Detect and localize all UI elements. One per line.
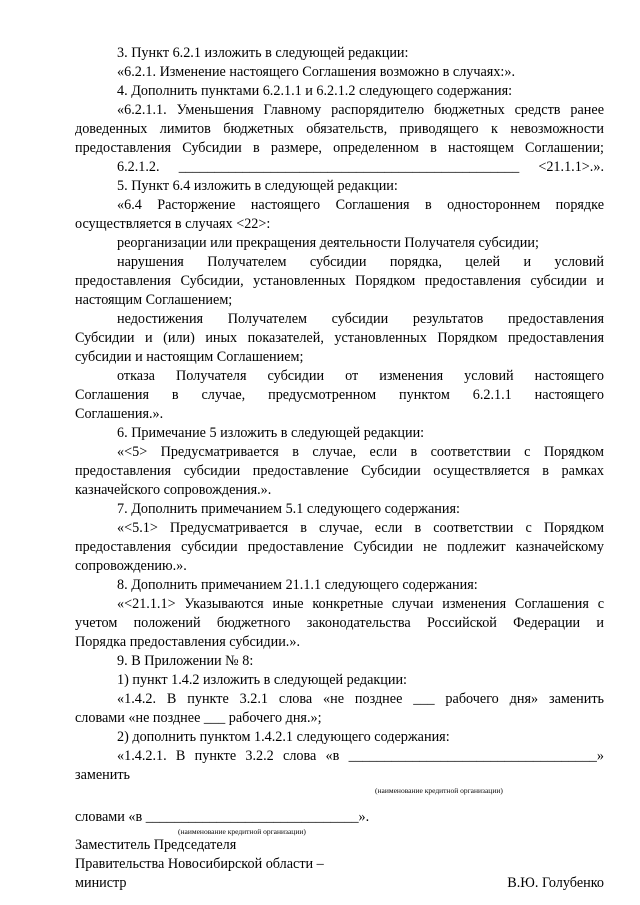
signatory-title-line-1: Заместитель Председателя (75, 837, 237, 853)
paragraph-1: 3. Пункт 6.2.1 изложить в следующей редакции: (117, 45, 409, 61)
paragraph-12: 6. Примечание 5 изложить в следующей редакции: (117, 425, 425, 441)
paragraph-4-line-1: «6.2.1.1. Уменьшения Главному распорядителю бюджетных средств ранее (117, 102, 604, 118)
paragraph-20-line-2: словами «не позднее ___ рабочего дня.»; (75, 710, 322, 726)
paragraph-11-line-2: Соглашения в случае, предусмотренном пунктом 6.2.1.1 настоящего (75, 387, 604, 403)
paragraph-15-line-3: сопровождению.». (75, 558, 187, 574)
paragraph-10-line-2: Субсидии и (или) иных показателей, установленных Порядком предоставления (75, 330, 604, 346)
paragraph-18: 9. В Приложении № 8: (117, 653, 254, 669)
paragraph-22-line-2: заменить (75, 767, 131, 783)
paragraph-17-line-1: «<21.1.1> Указываются иные конкретные случаи изменения Соглашения с (117, 596, 604, 612)
paragraph-14: 7. Дополнить примечанием 5.1 следующего содержания: (117, 501, 460, 517)
paragraph-15-line-1: «<5.1> Предусматривается в случае, если в соответствии с Порядком (117, 520, 604, 536)
paragraph-6: 5. Пункт 6.4 изложить в следующей редакции: (117, 178, 398, 194)
paragraph-9-line-3: настоящим Соглашением; (75, 292, 233, 308)
paragraph-16: 8. Дополнить примечанием 21.1.1 следующего содержания: (117, 577, 478, 593)
paragraph-13-line-2: предоставления субсидии предоставление Субсидии осуществляется в рамках (75, 463, 604, 479)
signatory-name: В.Ю. Голубенко (507, 875, 604, 891)
paragraph-19: 1) пункт 1.4.2 изложить в следующей редакции: (117, 672, 407, 688)
signatory-title-line-2: Правительства Новосибирской области – (75, 856, 324, 872)
paragraph-4-line-3: предоставления Субсидии в размере, определенном в настоящем Соглашении; (75, 140, 604, 156)
paragraph-15-line-2: предоставления субсидии предоставление Субсидии не подлежит казначейскому (75, 539, 604, 555)
paragraph-9-line-1: нарушения Получателем субсидии порядка, целей и условий (117, 254, 604, 270)
paragraph-17-line-2: учетом положений бюджетного законодательства Российской Федерации и (75, 615, 604, 631)
paragraph-7-line-1: «6.4 Расторжение настоящего Соглашения в одностороннем порядке (117, 197, 604, 213)
paragraph-17-line-3: Порядка предоставления субсидии.». (75, 634, 300, 650)
paragraph-22-line-1: «1.4.2.1. В пункте 3.2.2 слова «в ___________________________________» (117, 748, 604, 764)
paragraph-7-line-2: осуществляется в случаях <22>: (75, 216, 271, 232)
paragraph-11-line-1: отказа Получателя субсидии от изменения условий настоящего (117, 368, 604, 384)
paragraph-8: реорганизации или прекращения деятельности Получателя субсидии; (117, 235, 539, 251)
bank-name-caption-2: (наименование кредитной организации) (178, 827, 306, 836)
paragraph-9-line-2: предоставления Субсидии, установленных Порядком предоставления субсидии и (75, 273, 604, 289)
paragraph-5: 6.2.1.2. ________________________________________________ <21.1.1>.». (117, 159, 604, 175)
paragraph-21: 2) дополнить пунктом 1.4.2.1 следующего содержания: (117, 729, 450, 745)
paragraph-4-line-2: доведенных лимитов бюджетных обязательств, приводящего к невозможности (75, 121, 604, 137)
paragraph-3: 4. Дополнить пунктами 6.2.1.1 и 6.2.1.2 следующего содержания: (117, 83, 513, 99)
paragraph-10-line-1: недостижения Получателем субсидии результатов предоставления (117, 311, 604, 327)
bank-name-caption: (наименование кредитной организации) (375, 786, 503, 795)
signatory-title-line-3: министр (75, 875, 127, 891)
paragraph-10-line-3: субсидии и настоящим Соглашением; (75, 349, 304, 365)
paragraph-20-line-1: «1.4.2. В пункте 3.2.1 слова «не позднее ___ рабочего дня» заменить (117, 691, 604, 707)
paragraph-2: «6.2.1. Изменение настоящего Соглашения возможно в случаях:». (117, 64, 515, 80)
paragraph-13-line-3: казначейского сопровождения.». (75, 482, 272, 498)
paragraph-11-line-3: Соглашения.». (75, 406, 164, 422)
words-line: словами «в ______________________________». (75, 809, 370, 825)
paragraph-13-line-1: «<5> Предусматривается в случае, если в соответствии с Порядком (117, 444, 604, 460)
